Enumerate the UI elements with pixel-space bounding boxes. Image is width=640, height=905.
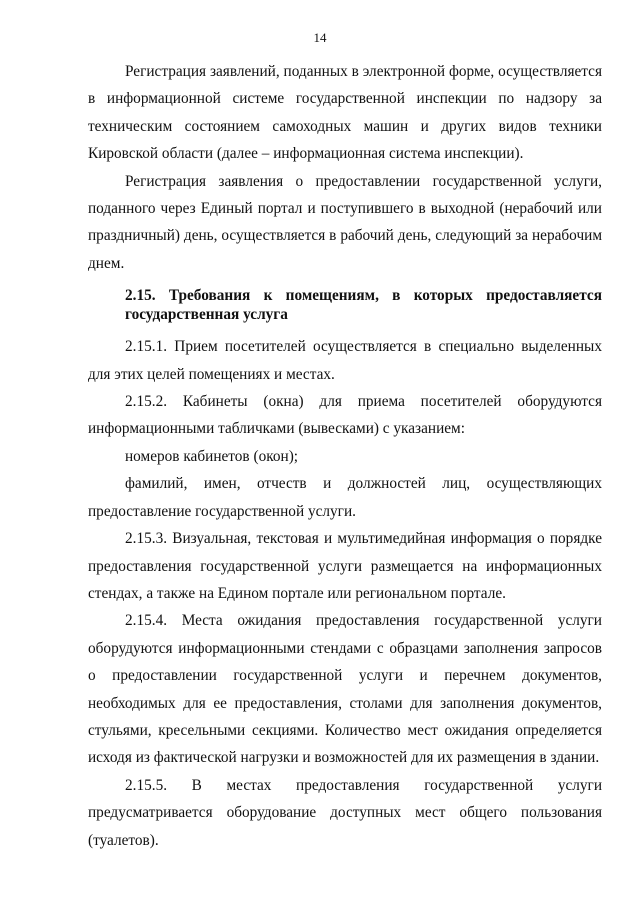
paragraph-2-15-2: 2.15.2. Кабинеты (окна) для приема посетителей оборудуются информационными табличками (вывесками) с указанием: <box>88 393 602 438</box>
section-heading-2-15: 2.15. Требования к помещениям, в которых предоставляется государственная услуга <box>125 287 602 324</box>
paragraph-registration-holiday: Регистрация заявления о предоставлении государственной услуги, поданного через Единый портал и поступившего в выходной (нерабочий или праздничный) день, осуществляется в рабочий день, следующий за нерабочим днем. <box>88 172 602 272</box>
list-item-names-positions: фамилий, имен, отчеств и должностей лиц, осуществляющих предоставление государственной услуги. <box>88 475 602 520</box>
document-body <box>88 58 602 854</box>
page-number: 14 <box>313 30 327 45</box>
paragraph-2-15-3: 2.15.3. Визуальная, текстовая и мультимедийная информация о порядке предоставления государственной услуги размещается на информационных стендах, а также на Едином портале или региональном портале. <box>88 530 602 602</box>
paragraph-registration-electronic: Регистрация заявлений, поданных в электронной форме, осуществляется в информационной системе государственной инспекции по надзору за техническим состоянием самоходных машин и других видов техники Кировской области (далее – информационная система инспекции). <box>88 63 602 163</box>
paragraph-2-15-1: 2.15.1. Прием посетителей осуществляется в специально выделенных для этих целей помещениях и местах. <box>88 338 602 383</box>
paragraph-2-15-5: 2.15.5. В местах предоставления государственной услуги предусматривается оборудование доступных мест общего пользования (туалетов). <box>88 776 602 849</box>
list-item-room-numbers: номеров кабинетов (окон); <box>125 447 299 465</box>
paragraph-2-15-4: 2.15.4. Места ожидания предоставления государственной услуги оборудуются информационными стендами с образцами заполнения запросов о предоставлении государственной услуги и перечнем документов, необходимых для ее предоставления, столами для заполнения документов, стульями, кресельными секциями. Количество мест ожидания определяется исходя из фактической нагрузки и возможностей для их размещения в здании. <box>88 612 602 767</box>
